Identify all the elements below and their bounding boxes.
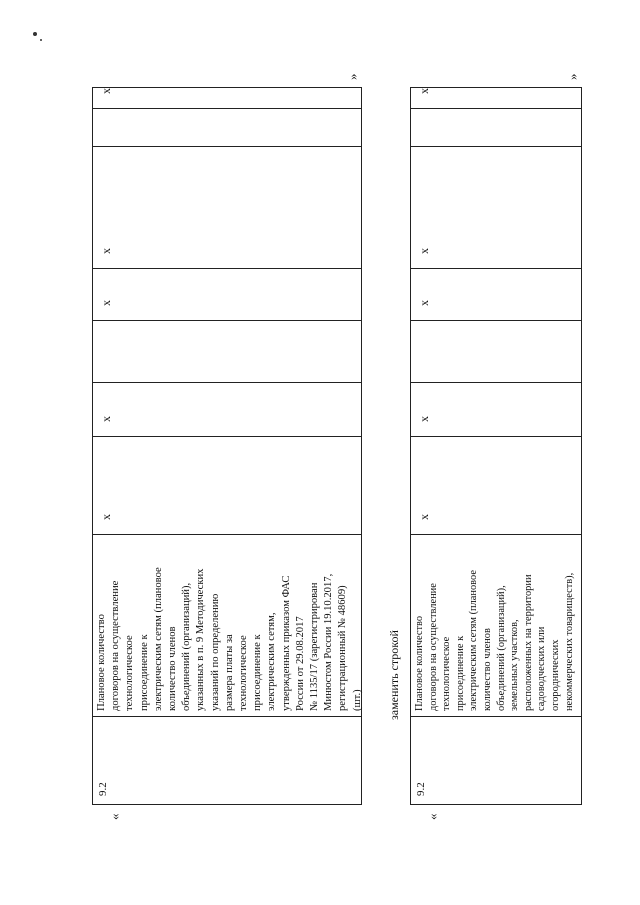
value-cell: x [93,382,361,436]
value-cell: x [99,88,113,94]
table-original-row [92,87,362,805]
value-cell [411,320,581,382]
value-cell [411,108,581,146]
row-description-cell: Плановое количество договоров на осуществление технологическое присоединение к электрическим сетям (плановое количество членов объединений (организаций), указанных в п. 9 Методических указаний по определению размера платы за технологическое присоединение к электрическим сетям, утвержденных приказом ФАС России от 29.08.2017 № 1135/17 (зарегистрирован Минюстом России 19.10.2017, регистрационный № 48609) (шт.) [93,534,361,716]
value-cell: x [411,146,581,268]
table-replacement-row [410,87,582,805]
value-cell: x [93,146,361,268]
opening-quote: « [425,813,440,820]
row-number-cell: 9.2 [93,716,361,804]
value-cell: x [411,382,581,436]
value-cell [93,108,361,146]
opening-quote: « [107,813,122,820]
closing-quote: » [345,73,360,80]
value-cell: x [93,436,361,534]
row-description-cell: Плановое количество договоров на осуществление технологическое присоединение к электрическим сетям (плановое количество членов объединений (организаций), земельных участков, расположенных на территории садоводческих или огороднических некоммерческих товариществ), [411,534,581,716]
value-cell [93,320,361,382]
replace-caption: заменить строкой [387,630,401,720]
closing-quote: » [565,73,580,80]
row-number-cell: 9.2 [411,716,581,804]
value-cell: x [411,268,581,320]
value-cell: x [411,436,581,534]
value-cell: x [93,268,361,320]
value-cell: x [417,88,431,94]
